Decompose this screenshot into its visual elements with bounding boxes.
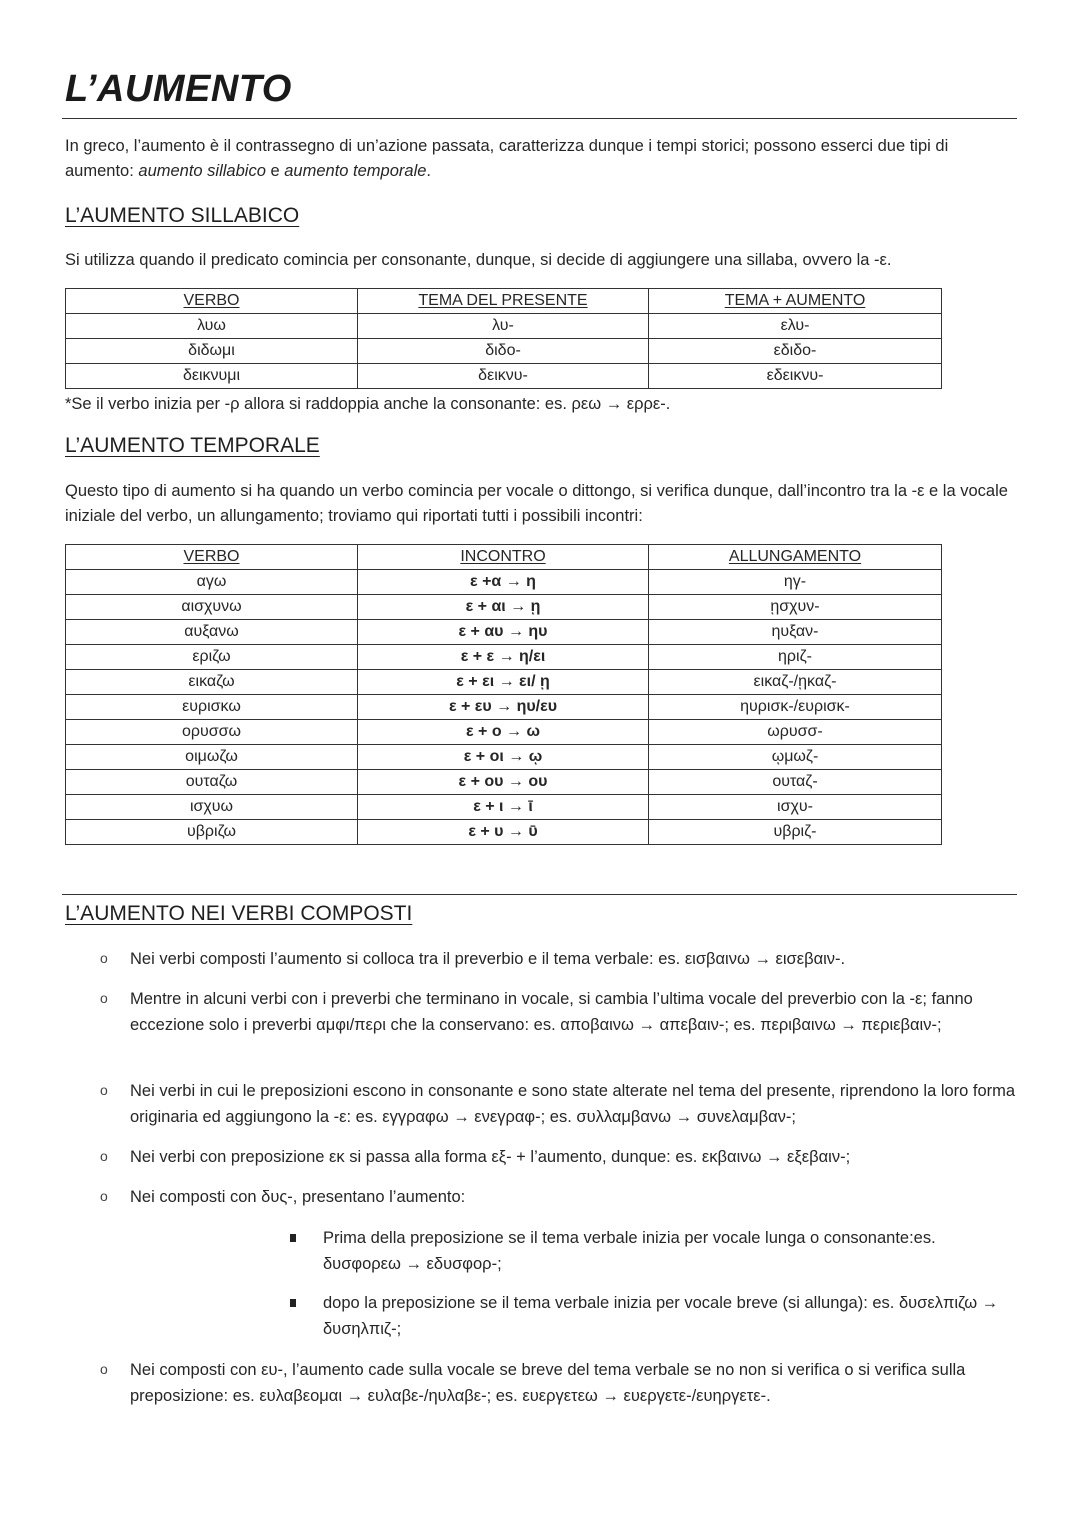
table-cell: ε + ευ → ηυ/ευ: [358, 695, 649, 720]
compound-heading: L’AUMENTO NEI VERBI COMPOSTI: [65, 902, 413, 925]
table-cell: ε + ου → ου: [358, 770, 649, 795]
table-row: [66, 620, 942, 645]
table-cell: εικαζ-/ῃκαζ-: [649, 670, 942, 695]
table-row: [66, 695, 942, 720]
table-cell: ηυξαν-: [649, 620, 942, 645]
table-cell: ε + ε → η/ει: [358, 645, 649, 670]
table-cell: ε + ι → ῑ: [358, 795, 649, 820]
temporal-paragraph: Questo tipo di aumento si ha quando un verbo comincia per vocale o dittongo, si verifica dunque, dall’incontro tra la -ε e la vocale iniziale del verbo, un allungamento; troviamo qui riportati tutti i possibili incontri:: [65, 482, 1008, 525]
bullet-marker: o: [100, 990, 108, 1006]
bullet-marker: o: [100, 1082, 108, 1098]
intro-conj: e: [265, 162, 285, 180]
table-cell: δεικνυμι: [66, 364, 358, 389]
table-cell: ε + οι → ῳ: [358, 745, 649, 770]
table-header-row: [66, 545, 942, 570]
list-item-text: Nei verbi con preposizione εκ si passa alla forma εξ- + l’aumento, dunque: es. εκβαινω → εξεβαιν-;: [130, 1148, 851, 1166]
table-cell: ε +α → η: [358, 570, 649, 595]
table-cell: αισχυνω: [66, 595, 358, 620]
section-divider: [62, 894, 1017, 895]
table-cell: ε + ει → ει/ ῃ: [358, 670, 649, 695]
table-row: [66, 314, 942, 339]
table-cell: διδο-: [358, 339, 649, 364]
table-row: [66, 670, 942, 695]
syllabic-heading: L’AUMENTO SILLABICO: [65, 204, 300, 227]
column-header: TEMA DEL PRESENTE: [358, 289, 649, 314]
table-row: [66, 570, 942, 595]
table-header-row: [66, 289, 942, 314]
table-cell: αυξανω: [66, 620, 358, 645]
table-cell: εδεικνυ-: [649, 364, 942, 389]
bullet-marker: o: [100, 1361, 108, 1377]
column-header: VERBO: [66, 545, 358, 570]
table-row: [66, 770, 942, 795]
table-cell: λυ-: [358, 314, 649, 339]
table-cell: εριζω: [66, 645, 358, 670]
table-cell: ε + αυ → ηυ: [358, 620, 649, 645]
table-cell: οιμωζω: [66, 745, 358, 770]
list-item-text: Mentre in alcuni verbi con i preverbi che terminano in vocale, si cambia l’ultima vocale del preverbio con la -ε; fanno eccezione solo i preverbi αμφι/περι che la conservano: es. αποβαινω → απεβαιν-; es. περιβαινω → περιεβαιν-;: [130, 990, 973, 1034]
table-cell: ουταζ-: [649, 770, 942, 795]
syllabic-table: [65, 288, 942, 389]
syllabic-paragraph: Si utilizza quando il predicato comincia per consonante, dunque, si decide di aggiungere una sillaba, ovvero la -ε.: [65, 251, 892, 269]
table-cell: ωρυσσ-: [649, 720, 942, 745]
table-cell: ηυρισκ-/ευρισκ-: [649, 695, 942, 720]
table-cell: ε + ο → ω: [358, 720, 649, 745]
table-cell: ῳμωζ-: [649, 745, 942, 770]
column-header: ALLUNGAMENTO: [649, 545, 942, 570]
table-row: [66, 595, 942, 620]
intro-type2: aumento temporale: [284, 162, 427, 180]
table-cell: υβριζ-: [649, 820, 942, 845]
table-row: [66, 364, 942, 389]
table-cell: ελυ-: [649, 314, 942, 339]
list-item-text: Nei verbi composti l’aumento si colloca tra il preverbio e il tema verbale: es. εισβαινω → εισεβαιν-.: [130, 950, 846, 968]
list-item-text: Nei composti con ευ-, l’aumento cade sulla vocale se breve del tema verbale se no non si verifica o si verifica sulla preposizione: es. ευλαβεομαι → ευλαβε-/ηυλαβε-; es. ευεργετεω → ευεργετε-/ευηργετε-.: [130, 1361, 966, 1405]
table-row: [66, 820, 942, 845]
table-cell: διδωμι: [66, 339, 358, 364]
table-cell: ηγ-: [649, 570, 942, 595]
sub-list-item-text: Prima della preposizione se il tema verbale inizia per vocale lunga o consonante:es. δυσφορεω → εδυσφορ-;: [323, 1229, 936, 1273]
intro-type1: aumento sillabico: [138, 162, 266, 180]
list-item-text: Nei verbi in cui le preposizioni escono in consonante e sono state alterate nel tema del presente, riprendono la loro forma originaria ed aggiungono la -ε: es. εγγραφω → ενεγραφ-; es. συλλαμβανω → συνελαμβαν-;: [130, 1082, 1016, 1126]
title-divider: [62, 118, 1017, 119]
table-cell: λυω: [66, 314, 358, 339]
intro-paragraph: [65, 134, 1010, 184]
table-cell: ε + αι → ῃ: [358, 595, 649, 620]
sub-list-item-text: dopo la preposizione se il tema verbale inizia per vocale breve (si allunga): es. δυσελπιζω → δυσηλπιζ-;: [323, 1294, 999, 1338]
table-cell: ῃσχυν-: [649, 595, 942, 620]
table-cell: ευρισκω: [66, 695, 358, 720]
square-bullet-icon: [290, 1234, 296, 1242]
table-cell: ισχυω: [66, 795, 358, 820]
bullet-marker: o: [100, 1188, 108, 1204]
table-cell: ουταζω: [66, 770, 358, 795]
page-title: L’AUMENTO: [65, 68, 292, 110]
bullet-marker: o: [100, 950, 108, 966]
table-cell: ηριζ-: [649, 645, 942, 670]
table-cell: ε + υ → ῡ: [358, 820, 649, 845]
column-header: INCONTRO: [358, 545, 649, 570]
temporal-table: [65, 544, 942, 845]
intro-text: In greco, l’aumento è il contrassegno di un’azione passata, caratterizza dunque i tempi storici; possono esserci due tipi di aumento:: [65, 137, 949, 180]
table-row: [66, 745, 942, 770]
table-row: [66, 339, 942, 364]
table-cell: αγω: [66, 570, 358, 595]
list-item-text: Nei composti con δυς-, presentano l’aumento:: [130, 1188, 466, 1206]
temporal-heading: L’AUMENTO TEMPORALE: [65, 434, 320, 457]
table-cell: ορυσσω: [66, 720, 358, 745]
column-header: VERBO: [66, 289, 358, 314]
table-row: [66, 645, 942, 670]
square-bullet-icon: [290, 1299, 296, 1307]
table-cell: υβριζω: [66, 820, 358, 845]
syllabic-note: *Se il verbo inizia per -ρ allora si raddoppia anche la consonante: es. ρεω → ερρε-.: [65, 395, 671, 413]
intro-end: .: [426, 162, 432, 180]
table-row: [66, 720, 942, 745]
bullet-marker: o: [100, 1148, 108, 1164]
table-cell: ισχυ-: [649, 795, 942, 820]
table-cell: εδιδο-: [649, 339, 942, 364]
table-cell: δεικνυ-: [358, 364, 649, 389]
table-row: [66, 795, 942, 820]
column-header: TEMA + AUMENTO: [649, 289, 942, 314]
table-cell: εικαζω: [66, 670, 358, 695]
